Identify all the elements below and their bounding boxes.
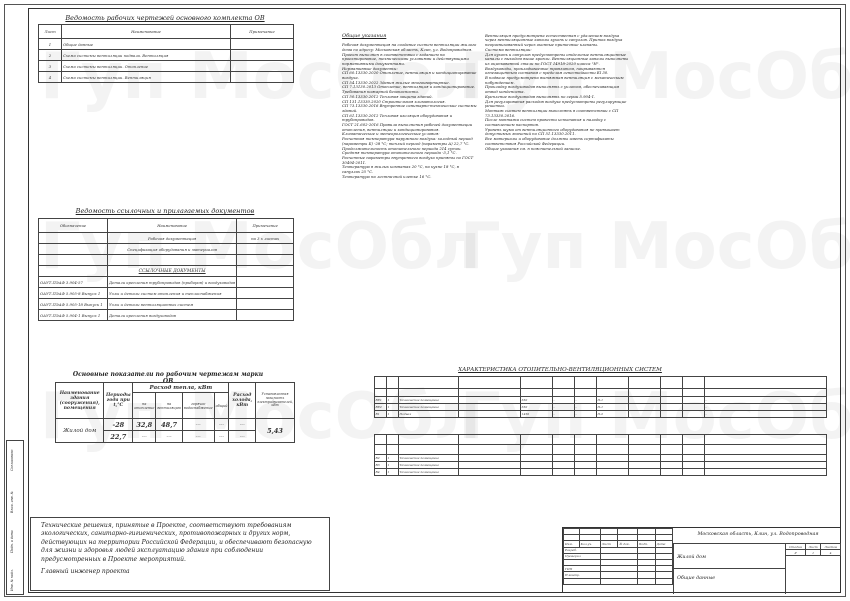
column-header: Наименование xyxy=(62,25,231,39)
general-notes-col1 xyxy=(342,29,477,359)
column-header: Примечание xyxy=(237,219,294,233)
column-header: Расход тепла, кВт xyxy=(133,383,229,393)
table-row: ВЕ1 1 Техническое помещение 330 - - П-1 - xyxy=(375,397,827,404)
column-header: Обозначение xyxy=(39,219,108,233)
side-stamp xyxy=(6,440,24,595)
table-row: 1 Общие данные xyxy=(39,39,294,50)
side-label: Инв. № подл. xyxy=(10,569,14,591)
column-header: Периоды года при t,°С xyxy=(104,383,133,419)
general-notes-col2 xyxy=(485,29,630,359)
reference-docs-table xyxy=(38,218,294,321)
column-header: на отопление xyxy=(133,393,156,419)
table-row: В1 1 Подвал 1450 - - П-2 - xyxy=(375,411,827,418)
column-header: Установленная мощность электродвигателей, кВт xyxy=(256,383,295,419)
table-row: 3 Схема системы вентиляции. Отопление xyxy=(39,61,294,72)
column-header: на вентиляцию xyxy=(156,393,183,419)
column-header: Наименование xyxy=(108,219,237,233)
table-row: ОАУТ.ПЭАФ 3.904-57 Детали крепления трубопроводов (приборов) и воздуховодов xyxy=(39,277,294,288)
power-value: 5,43 xyxy=(256,419,295,443)
drawings-list-table xyxy=(38,24,294,83)
signature-label: Главный инженер проекта xyxy=(41,568,130,576)
column-header: общий xyxy=(214,393,229,419)
table-row: ОАУТ.ПЭАФ 5.904-1 Выпуск 1 Детали крепления воздуховодов xyxy=(39,310,294,321)
systems-characteristics-table-2 xyxy=(374,434,827,476)
table3-title: Основные показатели по рабочим чертежам марки ОВ xyxy=(72,371,264,385)
notes-text: Вентиляция предусмотрена естественная с удалением воздуха через вентиляционные каналы кухонь и санузлов. Приток воздуха неорганизованный через оконные приточные клапаны. Система вентиляции: Для кухонь и санузлов предусмотрены отдельные вентиляционные каналы с выходом выше кровли. Вентиляционные каналы выполнены из оцинкованной стали по ГОСТ 14918-2020 класса "Н". Воздуховоды, прокладываемые транзитом, покрываются огнезащитным составом с пределом огнестойкости EI 30. В подвале предусмотрена вытяжная вентиляция с механическим побуждением. Прокладку воздуховодов выполнять с уклоном, обеспечивающим отвод конденсата. Крепление воздуховодов выполнять по серии 5.904-1. Для регулирования расходов воздуха предусмотрены регулирующие решетки. Монтаж систем вентиляции выполнять в соответствии с СП 73.13330.2016. После монтажа систем провести испытания и наладку с составлением паспортов. Уровень шума от вентиляционного оборудования не превышает допустимых значений по СП 51.13330.2011. Все материалы и оборудование должны иметь сертификаты соответствия Российской Федерации. Общие указания см. в пояснительной записке. xyxy=(485,32,629,151)
table2-title: Ведомость ссылочных и прилагаемых документов xyxy=(75,207,255,215)
systems-characteristics-table xyxy=(374,376,827,418)
side-label: Взам. инв. № xyxy=(10,491,14,513)
table-row: ОАУТ.ПЭАФ 5.905-8 Выпуск 1 Узлы и детали систем отопления и теплоснабжения xyxy=(39,288,294,299)
column-header: Лист xyxy=(39,25,62,39)
statement-text: Технические решения, принятые в Проекте, соответствуют требованиям экологических, санитарно-гигиенических, противопожарных и других норм, действующих на территории Российской Федерации, и обеспечивают безопасную для жизни и здоровья людей эксплуатацию здания при соблюдении предусмотренных в Проекте мероприятий. xyxy=(41,522,312,563)
table-row: Жилой дом -28 32,8 48,7 --- --- --- 5,43 xyxy=(56,419,295,431)
table-row: Рабочая документация на 3 х листах xyxy=(39,233,294,244)
char-table-title: ХАРАКТЕРИСТИКА ОТОПИТЕЛЬНО-ВЕНТИЛЯЦИОННЫХ СИСТЕМ xyxy=(458,367,662,373)
table-row xyxy=(39,266,294,277)
table1-title: Ведомость рабочих чертежей основного комплекта ОВ xyxy=(65,14,265,22)
stamp-stage-grid: Стадия Лист Листов Р 1 4 xyxy=(785,543,841,556)
table-row: Спецификация оборудования и материалов xyxy=(39,244,294,255)
table-row: 2 Схема системы вентиляции подвала. Вентиляция xyxy=(39,50,294,61)
stamp-grid: Изм. Кол.уч. Лист № док. Подп. Дата Разраб. Проверил ГИП Н.контр. xyxy=(563,528,673,585)
column-header: горячее водоснабжение xyxy=(182,393,214,419)
side-label: Подп. и дата xyxy=(10,530,14,553)
side-label: Согласовано xyxy=(10,449,14,471)
main-indicators-table xyxy=(55,382,295,443)
stamp-object: Жилой дом xyxy=(677,555,706,560)
table-row: 4 Схема системы вентиляции. Вентиляция xyxy=(39,72,294,83)
notes-title: Общие указания xyxy=(342,32,387,39)
column-header: Примечание xyxy=(231,25,294,39)
table-row: В4 1 Техническое помещение xyxy=(375,469,827,476)
building-name: Жилой дом xyxy=(56,419,104,443)
table-row: 22,7 --- --- --- --- --- xyxy=(56,431,295,443)
stamp-address: Московская область, Клин, ул. Водопроводная xyxy=(697,532,819,537)
column-header: Расход холода, кВт xyxy=(229,383,256,419)
statement-box xyxy=(30,517,330,591)
stamp-sheet-title: Общие данные xyxy=(677,576,716,581)
table-subheader: ССЫЛОЧНЫЕ ДОКУМЕНТЫ xyxy=(108,266,237,277)
table-row: В3 1 Техническое помещение xyxy=(375,462,827,469)
column-header: Наименование здания (сооружения), помещения xyxy=(56,383,104,419)
table-row: ОАУТ.ПЭАФ 5.905-18 Выпуск 1 Узлы и детали вентиляционных систем xyxy=(39,299,294,310)
table-row: ВЕ2 1 Техническое помещение 330 - - П-1 - xyxy=(375,404,827,411)
table-row: В2 1 Техническое помещение xyxy=(375,455,827,462)
notes-text: Рабочая документация на создание систем вентиляции жилого дома по адресу: Московская область, Клин, ул. Водопроводная. Проект выполнен в соответствии с заданием на проектирование, техническими условиями и действующими нормативными документами. Нормативные документы: СП 60.13330.2020 Отопление, вентиляция и кондиционирование воздуха. СП 54.13330.2022 Здания жилые многоквартирные. СП 7.13130.2013 Отопление, вентиляция и кондиционирование. Требования пожарной безопасности. СП 50.13330.2012 Тепловая защита зданий. СП 131.13330.2020 Строительная климатология. СП 73.13330.2016 Внутренние санитарно-технические системы зданий. СП 61.13330.2012 Тепловая изоляция оборудования и трубопроводов. ГОСТ 21.602-2016 Правила выполнения рабочей документации отопления, вентиляции и кондиционирования. Климатические и метеорологические условия: Расчетная температура наружного воздуха: холодный период (параметры Б) -28 °С; теплый период (параметры А) 22,7 °С. Продолжительность отопительного периода 214 суток. Средняя температура отопительного периода -3,1 °С. Расчетные параметры внутреннего воздуха приняты по ГОСТ 30494-2011. Температура в жилых комнатах 20 °С, на кухне 18 °С, в санузлах 25 °С. Температура на лестничной клетке 16 °С. xyxy=(342,42,477,179)
title-block xyxy=(562,527,841,593)
table-row xyxy=(39,255,294,266)
